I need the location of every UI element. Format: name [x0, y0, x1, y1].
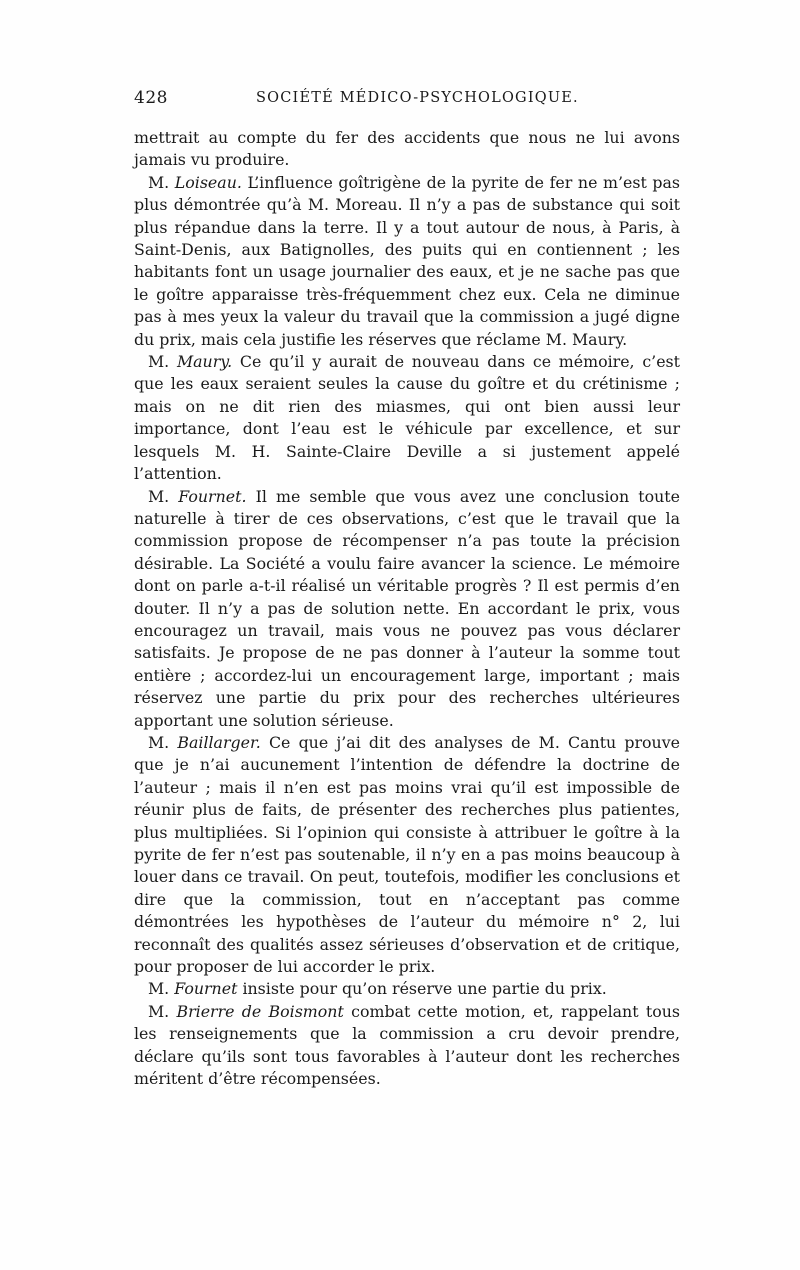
paragraph: [134, 351, 680, 485]
paragraph: [134, 486, 680, 732]
speaker-name: Brierre de Boismont: [176, 1001, 344, 1021]
paragraph: [134, 732, 680, 978]
page-header: [134, 88, 680, 114]
paragraph-text: Il me semble que vous avez une conclusion toute naturelle à tirer de ces observations, c’est que le travail que la commission propose de récompenser n’a pas toute la précision désirable. La Société a voulu faire avancer la science. Le mémoire dont on parle a-t-il réalisé un véritable progrès ? Il est permis d’en douter. Il n’y a pas de solution nette. En accordant le prix, vous encouragez un travail, mais vous ne pouvez pas vous déclarer satisfaits. Je propose de ne pas donner à l’auteur la somme tout entière ; accordez-lui un encouragement large, important ; mais réservez une partie du prix pour des recherches ultérieures apportant une solution sérieuse.: [134, 486, 681, 730]
speaker-name: Fournet.: [178, 486, 247, 506]
paragraph: [134, 978, 680, 1000]
paragraph-prefix: M.: [148, 732, 178, 752]
paragraph-prefix: M.: [148, 1001, 177, 1021]
speaker-name: Fournet: [174, 979, 238, 999]
paragraph-text: mettrait au compte du fer des accidents que nous ne lui avons jamais vu produire.: [134, 128, 680, 170]
page-number: 428: [134, 88, 168, 108]
paragraph-text: insiste pour qu’on réserve une partie du prix.: [237, 979, 607, 999]
paragraph-prefix: M.: [148, 486, 179, 506]
paragraph: [134, 172, 680, 351]
running-head: SOCIÉTÉ MÉDICO-PSYCHOLOGIQUE.: [256, 90, 579, 106]
speaker-name: Maury.: [176, 352, 233, 372]
body-text: [134, 127, 680, 1090]
speaker-name: Baillarger.: [177, 732, 261, 752]
paragraph-prefix: M.: [148, 172, 175, 192]
speaker-name: Loiseau.: [174, 172, 242, 192]
paragraph: [134, 127, 680, 172]
paragraph-text: L’influence goîtrigène de la pyrite de fer ne m’est pas plus démontrée qu’à M. Moreau. Il n’y a pas de substance qui soit plus répandue dans la terre. Il y a tout autour de nous, à Paris, à Saint-Denis, aux Batignolles, des puits qui en contiennent ; les habitants font un usage journalier des eaux, et je ne sache pas que le goître apparaisse très-fréquemment chez eux. Cela ne diminue pas à mes yeux la valeur du travail que la commission a jugé digne du prix, mais cela justifie les réserves que réclame M. Maury.: [134, 172, 680, 349]
paragraph-text: combat cette motion, et, rappelant tous les renseignements que la commission a cru devoir prendre, déclare qu’ils sont tous favorables à l’auteur dont les recherches méritent d’être récompensées.: [134, 1001, 680, 1089]
paragraph-prefix: M.: [148, 352, 177, 372]
paragraph-text: Ce que j’ai dit des analyses de M. Cantu prouve que je n’ai aucunement l’intention de défendre la doctrine de l’auteur ; mais il n’en est pas moins vrai qu’il est impossible de réunir plus de faits, de présenter des recherches plus patientes, plus multipliées. Si l’opinion qui consiste à attribuer le goître à la pyrite de fer n’est pas soutenable, il n’y en a pas moins beaucoup à louer dans ce travail. On peut, toutefois, modifier les conclusions et dire que la commission, tout en n’acceptant pas comme démontrées les hypothèses de l’auteur du mémoire n° 2, lui reconnaît des qualités assez sérieuses d’observation et de critique, pour proposer de lui accorder le prix.: [134, 732, 680, 977]
paragraph-text: Ce qu’il y aurait de nouveau dans ce mémoire, c’est que les eaux seraient seules la cause du goître et du crétinisme ; mais on ne dit rien des miasmes, qui ont bien aussi leur importance, dont l’eau est le véhicule par excellence, et sur lesquels M. H. Sainte-Claire Deville a si justement appelé l’attention.: [134, 352, 680, 484]
paragraph-prefix: M.: [148, 979, 175, 999]
paragraph: [134, 1001, 680, 1091]
